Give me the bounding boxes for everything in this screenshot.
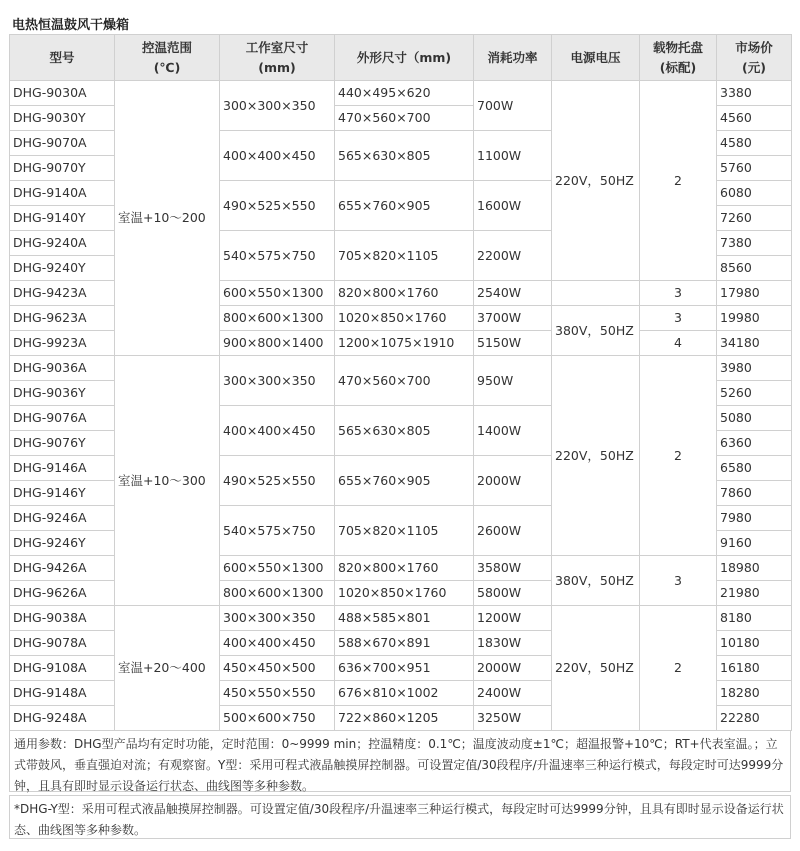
range-cell: 室温+20～400 [115, 606, 220, 731]
tray-cell: 2 [640, 81, 717, 281]
model-cell: DHG-9626A [10, 581, 115, 606]
price-cell: 6080 [717, 181, 792, 206]
power-cell: 2540W [474, 281, 552, 306]
header-power: 消耗功率 [474, 35, 552, 81]
outer-size-cell: 722×860×1205 [335, 706, 474, 731]
power-cell: 3250W [474, 706, 552, 731]
model-cell: DHG-9146Y [10, 481, 115, 506]
model-cell: DHG-9148A [10, 681, 115, 706]
header-range: 控温范围 (℃) [115, 35, 220, 81]
range-cell: 室温+10～200 [115, 81, 220, 356]
header-outer-size: 外形尺寸（mm) [335, 35, 474, 81]
price-cell: 8560 [717, 256, 792, 281]
outer-size-cell: 488×585×801 [335, 606, 474, 631]
table-header-row [10, 35, 792, 81]
voltage-cell: 220V，50HZ [552, 606, 640, 731]
work-size-cell: 450×550×550 [220, 681, 335, 706]
tray-cell: 2 [640, 606, 717, 731]
general-params-note: 通用参数：DHG型产品均有定时功能，定时范围：0~9999 min；控温精度：0.1℃；温度波动度±1℃；超温报警+10℃；RT+代表室温。；立式带鼓风，垂直强迫对流；有观察窗。Y型：采用可程式液晶触摸屏控制器。可设置定值/30段程序/升温速率三种运行模式，每段定时可达9999分钟，且具有即时显示设备运行状态、曲线图等多种参数。 [9, 730, 791, 792]
tray-cell: 3 [640, 556, 717, 606]
model-cell: DHG-9246A [10, 506, 115, 531]
outer-size-cell: 1020×850×1760 [335, 581, 474, 606]
outer-size-cell: 588×670×891 [335, 631, 474, 656]
price-cell: 7380 [717, 231, 792, 256]
model-cell: DHG-9146A [10, 456, 115, 481]
work-size-cell: 490×525×550 [220, 181, 335, 231]
model-cell: DHG-9036A [10, 356, 115, 381]
work-size-cell: 540×575×750 [220, 231, 335, 281]
model-cell: DHG-9240A [10, 231, 115, 256]
model-cell: DHG-9240Y [10, 256, 115, 281]
price-cell: 21980 [717, 581, 792, 606]
outer-size-cell: 565×630×805 [335, 406, 474, 456]
power-cell: 700W [474, 81, 552, 131]
voltage-cell: 220V，50HZ [552, 356, 640, 556]
power-cell: 5800W [474, 581, 552, 606]
outer-size-cell: 1200×1075×1910 [335, 331, 474, 356]
model-cell: DHG-9140A [10, 181, 115, 206]
price-cell: 17980 [717, 281, 792, 306]
price-cell: 6360 [717, 431, 792, 456]
model-cell: DHG-9036Y [10, 381, 115, 406]
power-cell: 2400W [474, 681, 552, 706]
price-cell: 16180 [717, 656, 792, 681]
header-price: 市场价 (元) [717, 35, 792, 81]
power-cell: 1100W [474, 131, 552, 181]
page-title: 电热恒温鼓风干燥箱 [12, 18, 130, 33]
price-cell: 5260 [717, 381, 792, 406]
power-cell: 950W [474, 356, 552, 406]
table-row [10, 356, 792, 381]
price-cell: 3380 [717, 81, 792, 106]
outer-size-cell: 705×820×1105 [335, 506, 474, 556]
model-cell: DHG-9076A [10, 406, 115, 431]
power-cell: 5150W [474, 331, 552, 356]
power-cell: 2200W [474, 231, 552, 281]
header-tray: 载物托盘 (标配) [640, 35, 717, 81]
outer-size-cell: 1020×850×1760 [335, 306, 474, 331]
work-size-cell: 800×600×1300 [220, 306, 335, 331]
header-work-size: 工作室尺寸 (mm) [220, 35, 335, 81]
model-cell: DHG-9426A [10, 556, 115, 581]
model-cell: DHG-9108A [10, 656, 115, 681]
price-cell: 6580 [717, 456, 792, 481]
work-size-cell: 490×525×550 [220, 456, 335, 506]
price-cell: 22280 [717, 706, 792, 731]
voltage-cell: 380V，50HZ [552, 556, 640, 606]
power-cell: 3700W [474, 306, 552, 331]
model-cell: DHG-9070A [10, 131, 115, 156]
work-size-cell: 500×600×750 [220, 706, 335, 731]
price-cell: 8180 [717, 606, 792, 631]
power-cell: 3580W [474, 556, 552, 581]
work-size-cell: 540×575×750 [220, 506, 335, 556]
price-cell: 19980 [717, 306, 792, 331]
model-cell: DHG-9070Y [10, 156, 115, 181]
model-cell: DHG-9923A [10, 331, 115, 356]
power-cell: 1830W [474, 631, 552, 656]
price-cell: 3980 [717, 356, 792, 381]
model-cell: DHG-9030A [10, 81, 115, 106]
price-cell: 4580 [717, 131, 792, 156]
work-size-cell: 400×400×450 [220, 631, 335, 656]
price-cell: 7980 [717, 506, 792, 531]
work-size-cell: 300×300×350 [220, 606, 335, 631]
price-cell: 34180 [717, 331, 792, 356]
work-size-cell: 600×550×1300 [220, 281, 335, 306]
model-cell: DHG-9623A [10, 306, 115, 331]
work-size-cell: 800×600×1300 [220, 581, 335, 606]
price-cell: 5080 [717, 406, 792, 431]
outer-size-cell: 636×700×951 [335, 656, 474, 681]
outer-size-cell: 565×630×805 [335, 131, 474, 181]
price-cell: 10180 [717, 631, 792, 656]
outer-size-cell: 440×495×620 [335, 81, 474, 106]
range-cell: 室温+10～300 [115, 356, 220, 606]
outer-size-cell: 676×810×1002 [335, 681, 474, 706]
power-cell: 2600W [474, 506, 552, 556]
work-size-cell: 600×550×1300 [220, 556, 335, 581]
voltage-cell: 380V，50HZ [552, 306, 640, 356]
outer-size-cell: 470×560×700 [335, 356, 474, 406]
model-cell: DHG-9423A [10, 281, 115, 306]
model-cell: DHG-9140Y [10, 206, 115, 231]
price-cell: 7860 [717, 481, 792, 506]
work-size-cell: 400×400×450 [220, 406, 335, 456]
header-voltage: 电源电压 [552, 35, 640, 81]
y-type-note: *DHG-Y型：采用可程式液晶触摸屏控制器。可设置定值/30段程序/升温速率三种运行模式，每段定时可达9999分钟，且具有即时显示设备运行状态、曲线图等多种参数。 [9, 795, 791, 839]
power-cell: 2000W [474, 456, 552, 506]
model-cell: DHG-9246Y [10, 531, 115, 556]
model-cell: DHG-9248A [10, 706, 115, 731]
tray-cell: 2 [640, 356, 717, 556]
outer-size-cell: 820×800×1760 [335, 556, 474, 581]
work-size-cell: 450×450×500 [220, 656, 335, 681]
work-size-cell: 400×400×450 [220, 131, 335, 181]
outer-size-cell: 820×800×1760 [335, 281, 474, 306]
model-cell: DHG-9038A [10, 606, 115, 631]
outer-size-cell: 655×760×905 [335, 456, 474, 506]
power-cell: 1200W [474, 606, 552, 631]
header-model: 型号 [10, 35, 115, 81]
work-size-cell: 900×800×1400 [220, 331, 335, 356]
tray-cell: 3 [640, 281, 717, 306]
tray-cell: 3 [640, 306, 717, 331]
price-cell: 4560 [717, 106, 792, 131]
spec-table [9, 34, 792, 731]
outer-size-cell: 470×560×700 [335, 106, 474, 131]
tray-cell: 4 [640, 331, 717, 356]
outer-size-cell: 655×760×905 [335, 181, 474, 231]
power-cell: 1400W [474, 406, 552, 456]
voltage-cell: 220V，50HZ [552, 81, 640, 281]
model-cell: DHG-9078A [10, 631, 115, 656]
price-cell: 18280 [717, 681, 792, 706]
model-cell: DHG-9076Y [10, 431, 115, 456]
voltage-cell [552, 281, 640, 306]
model-cell: DHG-9030Y [10, 106, 115, 131]
table-row [10, 81, 792, 106]
power-cell: 1600W [474, 181, 552, 231]
price-cell: 5760 [717, 156, 792, 181]
price-cell: 9160 [717, 531, 792, 556]
work-size-cell: 300×300×350 [220, 81, 335, 131]
outer-size-cell: 705×820×1105 [335, 231, 474, 281]
price-cell: 18980 [717, 556, 792, 581]
table-row [10, 606, 792, 631]
price-cell: 7260 [717, 206, 792, 231]
work-size-cell: 300×300×350 [220, 356, 335, 406]
power-cell: 2000W [474, 656, 552, 681]
